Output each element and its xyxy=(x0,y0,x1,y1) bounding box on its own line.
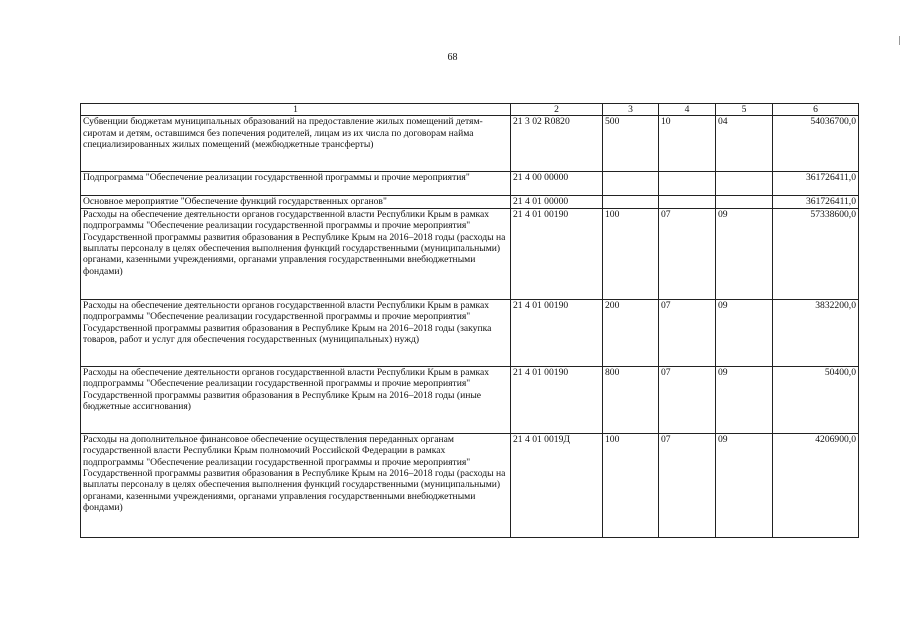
row-col4: 07 xyxy=(659,208,716,299)
row-col5 xyxy=(716,196,773,208)
row-amount: 3832200,0 xyxy=(773,299,859,366)
row-name: Основное мероприятие "Обеспечение функций государственных органов" xyxy=(81,196,511,208)
table-row xyxy=(81,366,859,433)
edge-mark xyxy=(899,36,900,45)
row-name: Расходы на дополнительное финансовое обеспечение осуществления переданных органам государственной власти Республики Крым полномочий Российской Федерации в рамках подпрограммы "Обеспечение реализации государственной программы и прочие мероприятия" Государственной программы развития образования в Республике Крым на 2016–2018 годы (расходы на выплаты персоналу в целях обеспечения выполнения функций государственными (муниципальными) органами, казенными учреждениями, органами управления государственными внебюджетными фондами) xyxy=(81,433,511,537)
table-row xyxy=(81,172,859,196)
row-code: 21 4 01 00000 xyxy=(511,196,603,208)
row-name: Подпрограмма "Обеспечение реализации государственной программы и прочие мероприятия" xyxy=(81,172,511,196)
row-col3: 500 xyxy=(603,116,659,172)
table-row xyxy=(81,196,859,208)
row-amount: 54036700,0 xyxy=(773,116,859,172)
row-amount: 57338600,0 xyxy=(773,208,859,299)
row-code: 21 3 02 R0820 xyxy=(511,116,603,172)
row-col5: 09 xyxy=(716,208,773,299)
table-row xyxy=(81,433,859,537)
row-amount: 361726411,0 xyxy=(773,196,859,208)
column-header-5: 5 xyxy=(716,104,773,116)
page-number: 68 xyxy=(447,52,458,63)
row-col5: 04 xyxy=(716,116,773,172)
row-col4 xyxy=(659,172,716,196)
row-col4: 07 xyxy=(659,433,716,537)
row-code: 21 4 01 0019Д xyxy=(511,433,603,537)
row-col3 xyxy=(603,196,659,208)
row-col5 xyxy=(716,172,773,196)
row-code: 21 4 01 00190 xyxy=(511,208,603,299)
row-code: 21 4 01 00190 xyxy=(511,366,603,433)
row-col4: 07 xyxy=(659,366,716,433)
row-name: Расходы на обеспечение деятельности органов государственной власти Республики Крым в рамках подпрограммы "Обеспечение реализации государственной программы и прочие мероприятия" Государственной программы развития образования в Республике Крым на 2016–2018 годы (иные бюджетные ассигнования) xyxy=(81,366,511,433)
row-amount: 50400,0 xyxy=(773,366,859,433)
row-col5: 09 xyxy=(716,433,773,537)
table-row xyxy=(81,208,859,299)
row-col3: 200 xyxy=(603,299,659,366)
row-code: 21 4 01 00190 xyxy=(511,299,603,366)
row-name: Расходы на обеспечение деятельности органов государственной власти Республики Крым в рамках подпрограммы "Обеспечение реализации государственной программы и прочие мероприятия" Государственной программы развития образования в Республике Крым на 2016–2018 годы (расходы на выплаты персоналу в целях обеспечения выполнения функций государственными (муниципальными) органами, казенными учреждениями, органами управления государственными внебюджетными фондами) xyxy=(81,208,511,299)
row-col3 xyxy=(603,172,659,196)
column-header-4: 4 xyxy=(659,104,716,116)
row-col3: 100 xyxy=(603,208,659,299)
row-col3: 100 xyxy=(603,433,659,537)
row-col4: 07 xyxy=(659,299,716,366)
row-amount: 4206900,0 xyxy=(773,433,859,537)
row-code: 21 4 00 00000 xyxy=(511,172,603,196)
row-col5: 09 xyxy=(716,366,773,433)
row-col4 xyxy=(659,196,716,208)
budget-table xyxy=(80,103,859,538)
row-col3: 800 xyxy=(603,366,659,433)
row-amount: 361726411,0 xyxy=(773,172,859,196)
column-header-2: 2 xyxy=(511,104,603,116)
column-header-6: 6 xyxy=(773,104,859,116)
row-col4: 10 xyxy=(659,116,716,172)
table-row xyxy=(81,116,859,172)
column-header-3: 3 xyxy=(603,104,659,116)
row-name: Субвенции бюджетам муниципальных образований на предоставление жилых помещений детям-сиротам и детям, оставшимся без попечения родителей, лицам из их числа по договорам найма специализированных жилых помещений (межбюджетные трансферты) xyxy=(81,116,511,172)
row-col5: 09 xyxy=(716,299,773,366)
table-row xyxy=(81,299,859,366)
column-header-1: 1 xyxy=(81,104,511,116)
row-name: Расходы на обеспечение деятельности органов государственной власти Республики Крым в рамках подпрограммы "Обеспечение реализации государственной программы и прочие мероприятия" Государственной программы развития образования в Республике Крым на 2016–2018 годы (закупка товаров, работ и услуг для обеспечения государственных (муниципальных) нужд) xyxy=(81,299,511,366)
table-header-row xyxy=(81,104,859,116)
